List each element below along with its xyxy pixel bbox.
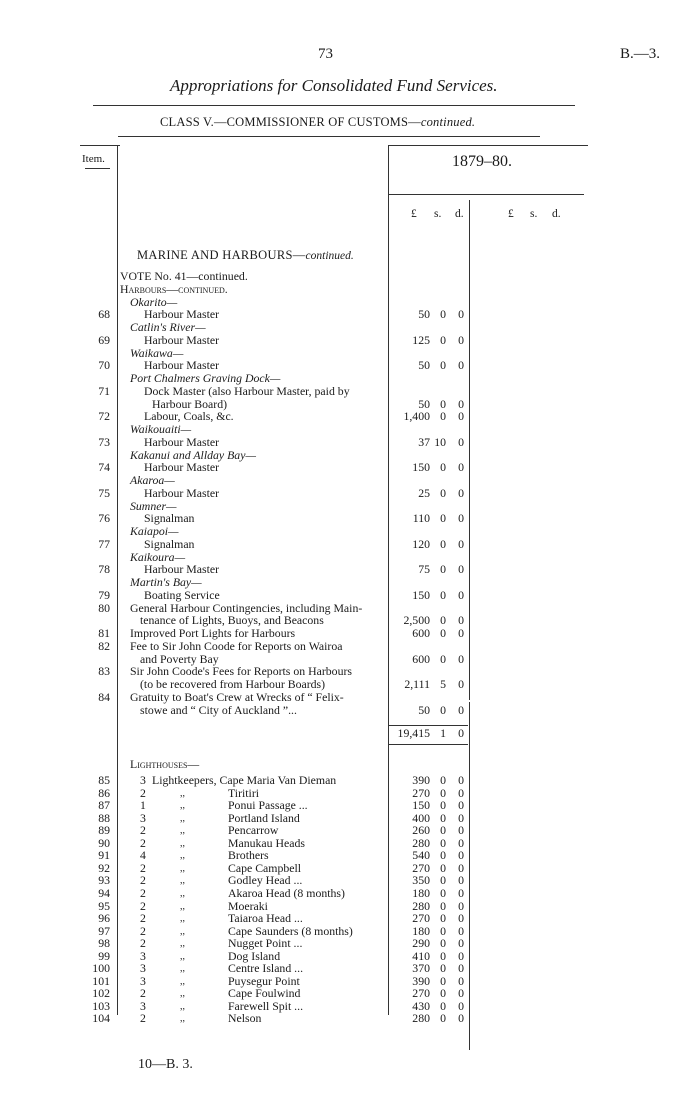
harbour-name: Catlin's River— (130, 320, 206, 334)
pence-header-2: d. (552, 208, 561, 220)
line-description: Signalman (144, 536, 195, 551)
amount-shillings: 0 (440, 626, 446, 640)
harbour-name: Port Chalmers Graving Dock— (130, 371, 281, 385)
header-rule-right (388, 145, 588, 146)
item-number: 100 (92, 961, 110, 976)
amount-shillings: 0 (440, 885, 446, 900)
keeper-count: 2 (140, 785, 146, 800)
line-description: Harbour Board) (152, 396, 228, 411)
line-description: Fee to Sir John Coode for Reports on Wairoa (130, 638, 343, 653)
year-column-header: 1879–80. (452, 153, 512, 170)
item-number: 80 (98, 600, 110, 615)
item-number: 94 (98, 885, 110, 900)
amount-pence: 0 (458, 948, 464, 963)
amount-pence: 0 (458, 587, 464, 602)
line-description: General Harbour Contingencies, including Main- (130, 600, 363, 615)
amount-shillings: 0 (440, 998, 446, 1013)
lighthouse-station: Nugget Point ... (228, 936, 303, 951)
harbour-name: Sumner— (130, 498, 177, 513)
class-rule (118, 136, 540, 137)
line-description: Boating Service (144, 587, 220, 602)
line-item-row (0, 563, 700, 576)
amount-shillings: 0 (440, 936, 446, 951)
line-item-row (0, 270, 700, 283)
item-number: 74 (98, 460, 110, 475)
amount-pounds: 270 (412, 911, 430, 926)
subtotal-row (0, 727, 700, 740)
amount-shillings: 0 (440, 810, 446, 825)
amount-pounds: 280 (412, 898, 430, 913)
lighthouse-station: Akaroa Head (8 months) (228, 885, 345, 900)
document-reference: B.—3. (620, 46, 661, 62)
ditto-mark: ,, (180, 825, 185, 837)
item-column-header: Item. (82, 153, 105, 165)
amount-pence: 0 (458, 923, 464, 938)
section-heading: MARINE AND HARBOURS—continued. (137, 248, 354, 262)
amount-pounds: 400 (412, 810, 430, 825)
harbour-name: Kaiapoi— (130, 524, 179, 538)
item-number: 70 (98, 358, 110, 373)
amount-pence: 0 (458, 873, 464, 888)
amount-shillings: 0 (440, 409, 446, 424)
line-item-row (0, 665, 700, 678)
harbour-name: Akaroa— (130, 473, 175, 487)
item-number: 90 (98, 835, 110, 850)
amount-pounds: 350 (412, 873, 430, 888)
item-number: 93 (98, 873, 110, 888)
keeper-count: 3 (140, 810, 146, 825)
line-description: Harbour Master (144, 307, 220, 322)
line-item-row (0, 334, 700, 347)
amount-shillings: 0 (440, 702, 446, 717)
line-item-row (0, 308, 700, 321)
lighthouse-station: Centre Island ... (228, 961, 304, 976)
item-number: 79 (98, 587, 110, 602)
lighthouse-station: Tiritiri (228, 785, 260, 800)
amount-shillings: 0 (440, 396, 446, 411)
line-description: stowe and “ City of Auckland ”... (140, 702, 297, 717)
amount-shillings: 0 (440, 562, 446, 577)
line-description: Sir John Coode's Fees for Reports on Harbours (130, 664, 352, 679)
lighthouse-station: Farewell Spit ... (228, 998, 304, 1013)
amount-pounds: 50 (418, 396, 430, 411)
amount-pounds: 600 (412, 651, 430, 666)
amount-pence: 0 (458, 460, 464, 475)
item-number: 102 (92, 986, 110, 1001)
ditto-mark: ,, (180, 875, 185, 887)
amount-shillings: 0 (440, 848, 446, 863)
amount-pounds: 180 (412, 923, 430, 938)
lighthouse-station: Taiaroa Head ... (228, 911, 303, 926)
line-item-row (0, 538, 700, 551)
ditto-mark: ,, (180, 975, 185, 987)
line-description: and Poverty Bay (140, 651, 219, 666)
harbour-name: Martin's Bay— (130, 575, 202, 589)
amount-pence: 0 (458, 785, 464, 800)
amount-pence: 0 (458, 860, 464, 875)
amount-pounds: 2,111 (404, 677, 430, 691)
item-number: 77 (98, 536, 110, 551)
line-description: Dock Master (also Harbour Master, paid by (144, 383, 350, 398)
ditto-mark: ,, (180, 1000, 185, 1012)
item-number: 97 (98, 923, 110, 938)
amount-pounds: 280 (412, 835, 430, 850)
line-item-row (0, 487, 700, 500)
lighthouse-station: Cape Saunders (8 months) (228, 923, 353, 938)
item-number: 86 (98, 785, 110, 800)
line-item-row (0, 410, 700, 423)
year-header-rule (388, 194, 584, 195)
item-number: 92 (98, 860, 110, 875)
line-description: Signalman (144, 511, 195, 526)
amount-pence: 0 (458, 773, 464, 787)
lighthouse-station: Puysegur Point (228, 973, 300, 988)
item-number: 98 (98, 936, 110, 951)
lighthouse-station: Dog Island (228, 948, 281, 963)
amount-shillings: 0 (440, 307, 446, 322)
page-number: 73 (318, 46, 333, 62)
amount-pence: 0 (458, 936, 464, 951)
amount-pounds: 110 (412, 511, 430, 526)
keeper-count: 2 (140, 911, 146, 926)
item-number: 89 (98, 823, 110, 838)
lighthouse-station: Godley Head ... (228, 873, 303, 888)
keeper-count: 2 (140, 986, 146, 1001)
shillings-header-2: s. (530, 208, 538, 220)
item-number: 95 (98, 898, 110, 913)
amount-pence: 0 (458, 835, 464, 850)
keeper-count: 3 (140, 961, 146, 976)
item-number: 76 (98, 511, 110, 526)
ditto-mark: ,, (180, 800, 185, 812)
amount-pounds: 50 (418, 307, 430, 322)
keeper-count: 3 (140, 998, 146, 1013)
keeper-count: 2 (140, 835, 146, 850)
amount-shillings: 0 (440, 986, 446, 1001)
amount-pounds: 600 (412, 626, 430, 640)
amount-pounds: 390 (412, 973, 430, 988)
keeper-count: 2 (140, 936, 146, 951)
ditto-mark: ,, (180, 812, 185, 824)
item-number: 103 (92, 998, 110, 1013)
amount-pence: 0 (458, 396, 464, 411)
item-number: 99 (98, 948, 110, 963)
amount-shillings: 0 (440, 587, 446, 602)
keeper-count: 3 (140, 773, 146, 787)
amount-pounds: 125 (412, 332, 430, 347)
amount-shillings: 0 (440, 898, 446, 913)
amount-pence: 0 (458, 911, 464, 926)
amount-pounds: 180 (412, 885, 430, 900)
keeper-count: 3 (140, 948, 146, 963)
amount-pence: 0 (458, 511, 464, 526)
amount-pounds: 50 (418, 358, 430, 373)
amount-shillings: 0 (440, 536, 446, 551)
line-item-row (0, 704, 700, 717)
ditto-mark: ,, (180, 862, 185, 874)
ditto-mark: ,, (180, 787, 185, 799)
amount-pence: 0 (458, 651, 464, 666)
amount-pence: 0 (458, 898, 464, 913)
subtotal-shillings: 1 (440, 726, 446, 740)
amount-pounds: 25 (418, 485, 430, 500)
amount-shillings: 0 (440, 785, 446, 800)
line-item-row (0, 602, 700, 615)
item-number: 87 (98, 798, 110, 813)
line-item-row (0, 283, 700, 296)
ditto-mark: ,, (180, 887, 185, 899)
amount-shillings: 0 (440, 961, 446, 976)
line-item-row (0, 640, 700, 653)
amount-pence: 0 (458, 358, 464, 373)
amount-pence: 0 (458, 562, 464, 577)
amount-pounds: 260 (412, 823, 430, 838)
item-number: 96 (98, 911, 110, 926)
line-item-row (0, 589, 700, 602)
shillings-header: s. (434, 208, 442, 220)
item-number: 81 (98, 626, 110, 640)
harbour-name: Kakanui and Allday Bay— (130, 447, 256, 462)
lighthouse-station: Pencarrow (228, 823, 279, 838)
line-item-row (0, 691, 700, 704)
ditto-mark: ,, (180, 900, 185, 912)
amount-pence: 0 (458, 998, 464, 1013)
lighthouse-row (0, 1012, 700, 1025)
amount-pence: 0 (458, 702, 464, 717)
amount-pence: 0 (458, 986, 464, 1001)
amount-shillings: 0 (440, 332, 446, 347)
keeper-count: 2 (140, 885, 146, 900)
amount-pounds: 270 (412, 785, 430, 800)
amount-shillings: 0 (440, 860, 446, 875)
ditto-mark: ,, (180, 850, 185, 862)
amount-pence: 0 (458, 973, 464, 988)
lighthouse-station: Nelson (228, 1011, 262, 1026)
lighthouse-station: Ponui Passage ... (228, 798, 308, 813)
item-number: 101 (92, 973, 110, 988)
amount-pence: 0 (458, 485, 464, 500)
amount-pounds: 50 (418, 702, 430, 717)
amount-shillings: 0 (440, 613, 446, 628)
amount-pounds: 410 (412, 948, 430, 963)
ditto-mark: ,, (180, 837, 185, 849)
class-heading: CLASS V.—COMMISSIONER OF CUSTOMS—continued. (160, 115, 476, 129)
pounds-header-2: £ (508, 208, 514, 220)
page-footer: 10—B. 3. (138, 1057, 193, 1072)
amount-pounds: 430 (412, 998, 430, 1013)
line-description: Harbour Master (144, 460, 220, 475)
item-number: 73 (98, 434, 110, 449)
item-number: 84 (98, 689, 110, 704)
title-rule (93, 105, 575, 106)
amount-shillings: 0 (440, 773, 446, 787)
ditto-mark: ,, (180, 963, 185, 975)
amount-pounds: 120 (412, 536, 430, 551)
ditto-mark: ,, (180, 950, 185, 962)
amount-pence: 0 (458, 626, 464, 640)
keeper-count: 4 (140, 848, 146, 863)
amount-shillings: 0 (440, 923, 446, 938)
line-description: Labour, Coals, &c. (144, 409, 234, 424)
amount-pounds: 390 (412, 773, 430, 787)
amount-pence: 0 (458, 885, 464, 900)
amount-shillings: 0 (440, 651, 446, 666)
line-description: Harbours—continued. (120, 281, 228, 296)
lighthouse-station: Cape Foulwind (228, 986, 301, 1001)
amount-pounds: 540 (412, 848, 430, 863)
amount-pounds: 150 (412, 460, 430, 475)
amount-shillings: 0 (440, 460, 446, 475)
lighthouse-first-label: Lightkeepers, Cape Maria Van Dieman (152, 773, 337, 787)
amount-pounds: 2,500 (403, 613, 430, 628)
ditto-mark: ,, (180, 1013, 185, 1025)
keeper-count: 2 (140, 860, 146, 875)
line-description: VOTE No. 41—continued. (120, 269, 248, 283)
item-number: 78 (98, 562, 110, 577)
line-description: Improved Port Lights for Harbours (130, 626, 296, 640)
pounds-header: £ (411, 208, 417, 220)
amount-pounds: 150 (412, 798, 430, 813)
line-item-row (0, 512, 700, 525)
line-item-row (0, 359, 700, 372)
amount-pounds: 370 (412, 961, 430, 976)
item-number: 83 (98, 664, 110, 679)
ditto-mark: ,, (180, 988, 185, 1000)
lighthouse-station: Moeraki (228, 898, 268, 913)
lighthouse-station: Brothers (228, 848, 269, 863)
amount-pence: 0 (458, 848, 464, 863)
amount-shillings: 0 (440, 835, 446, 850)
amount-pounds: 290 (412, 936, 430, 951)
line-description: tenance of Lights, Buoys, and Beacons (140, 613, 324, 628)
keeper-count: 2 (140, 873, 146, 888)
lighthouse-station: Manukau Heads (228, 835, 305, 850)
amount-pence: 0 (458, 613, 464, 628)
keeper-count: 2 (140, 823, 146, 838)
subtotal-pence: 0 (458, 726, 464, 740)
amount-shillings: 10 (434, 434, 446, 449)
amount-shillings: 5 (440, 677, 446, 691)
harbour-name: Waikawa— (130, 345, 184, 360)
lighthouse-row (0, 887, 700, 900)
amount-shillings: 0 (440, 511, 446, 526)
amount-pence: 0 (458, 332, 464, 347)
item-number: 71 (98, 383, 110, 398)
lighthouse-station: Cape Campbell (228, 860, 302, 875)
line-description: (to be recovered from Harbour Boards) (140, 677, 326, 691)
amount-pence: 0 (458, 307, 464, 322)
harbour-name: Kaikoura— (130, 549, 186, 564)
amount-pence: 0 (458, 823, 464, 838)
keeper-count: 2 (140, 1011, 146, 1026)
lighthouse-station: Portland Island (228, 810, 300, 825)
subtotal-bottom-rule (388, 744, 468, 745)
line-description: Gratuity to Boat's Crew at Wrecks of “ Felix- (130, 689, 344, 704)
line-item-row (0, 461, 700, 474)
amount-shillings: 0 (440, 911, 446, 926)
amount-shillings: 0 (440, 798, 446, 813)
amount-pence: 0 (458, 434, 464, 449)
keeper-count: 1 (140, 798, 146, 813)
line-description: Harbour Master (144, 332, 220, 347)
amount-pence: 0 (458, 810, 464, 825)
amount-pence: 0 (458, 1011, 464, 1026)
line-item-row (0, 385, 700, 398)
line-description: Harbour Master (144, 485, 220, 500)
amount-pence: 0 (458, 798, 464, 813)
amount-pounds: 75 (418, 562, 430, 577)
line-description: Harbour Master (144, 434, 220, 449)
lighthouses-heading: Lighthouses— (130, 757, 200, 771)
item-number: 82 (98, 638, 110, 653)
amount-pounds: 270 (412, 860, 430, 875)
amount-pounds: 150 (412, 587, 430, 602)
item-number: 91 (98, 848, 110, 863)
amount-shillings: 0 (440, 948, 446, 963)
amount-shillings: 0 (440, 973, 446, 988)
harbour-name: Waikouaiti— (130, 422, 192, 436)
line-description: Harbour Master (144, 358, 220, 373)
amount-pounds: 270 (412, 986, 430, 1001)
keeper-count: 2 (140, 923, 146, 938)
keeper-count: 3 (140, 973, 146, 988)
amount-pounds: 280 (412, 1011, 430, 1026)
amount-pounds: 1,400 (403, 409, 430, 424)
amount-pounds: 37 (418, 434, 430, 449)
amount-shillings: 0 (440, 358, 446, 373)
subtotal-pounds: 19,415 (397, 726, 430, 740)
item-number: 75 (98, 485, 110, 500)
harbour-name: Okarito— (130, 294, 178, 309)
keeper-count: 2 (140, 898, 146, 913)
amount-shillings: 0 (440, 1011, 446, 1026)
header-rule-left (80, 145, 120, 146)
amount-pence: 0 (458, 961, 464, 976)
item-number: 72 (98, 409, 110, 424)
line-item-row (0, 436, 700, 449)
amount-shillings: 0 (440, 873, 446, 888)
line-description: Harbour Master (144, 562, 220, 577)
pence-header: d. (455, 208, 464, 220)
amount-pence: 0 (458, 409, 464, 424)
item-number: 68 (98, 307, 110, 322)
item-number: 85 (98, 773, 110, 787)
item-header-rule (85, 168, 110, 169)
ditto-mark: ,, (180, 925, 185, 937)
item-number: 104 (92, 1011, 110, 1026)
item-number: 69 (98, 332, 110, 347)
ditto-mark: ,, (180, 938, 185, 950)
amount-shillings: 0 (440, 823, 446, 838)
amount-shillings: 0 (440, 485, 446, 500)
ditto-mark: ,, (180, 913, 185, 925)
item-number: 88 (98, 810, 110, 825)
amount-pence: 0 (458, 536, 464, 551)
amount-pence: 0 (458, 677, 464, 691)
page-title: Appropriations for Consolidated Fund Services. (170, 76, 498, 95)
